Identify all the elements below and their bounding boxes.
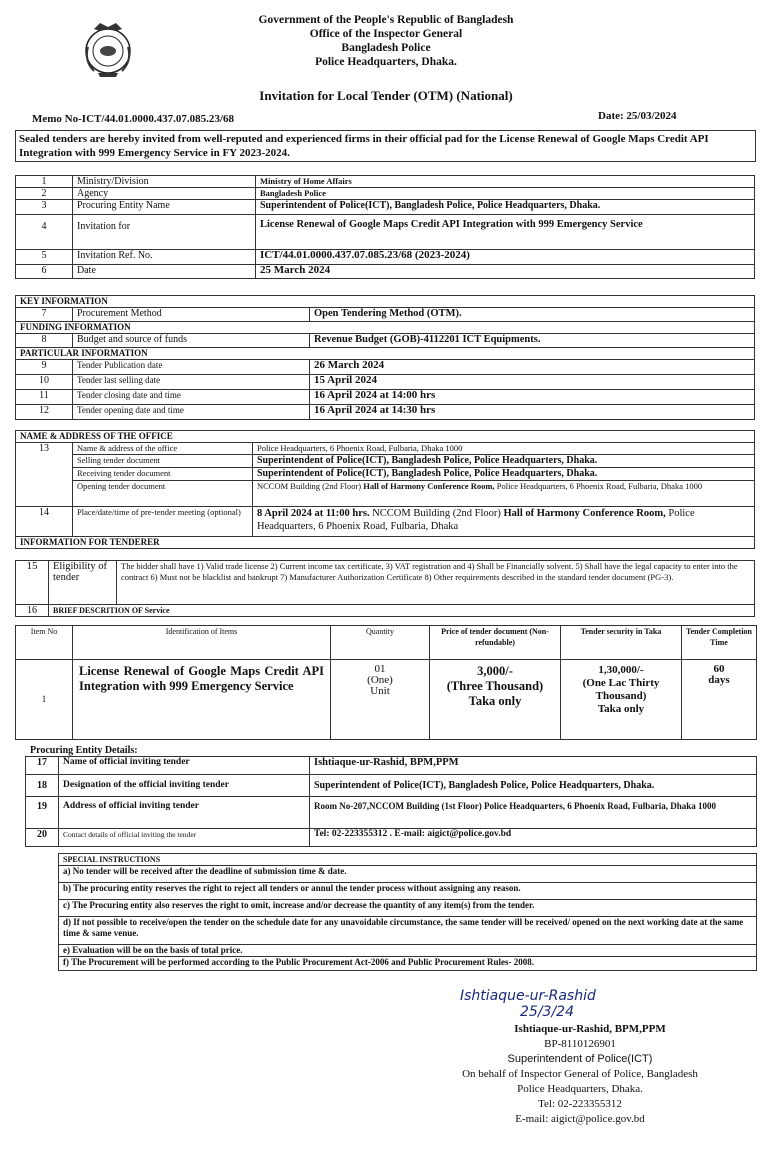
- row-value: 15 April 2024: [310, 375, 755, 390]
- row-number: 20: [26, 829, 59, 847]
- table-row: [16, 200, 755, 215]
- row-number: 17: [26, 757, 59, 775]
- section-tenderer: INFORMATION FOR TENDERER: [16, 537, 755, 549]
- section-particular-information: PARTICULAR INFORMATION: [16, 348, 755, 360]
- row-value: The bidder shall have 1) Valid trade license 2) Current income tax certificate, 3) VAT registration and 4) Shall be Financially solvent. 5) Shall have the legal capacity to enter into the contract 6) Must not be blacklist and bankrupt 7) Manufacturer Authorization Certificate 8) Other requirements described in the standard tender document (PG-3).: [117, 561, 755, 605]
- row-label: Designation of the official inviting tender: [59, 775, 310, 797]
- row-value: Police Headquarters, 6 Phoenix Road, Fulbaria, Dhaka 1000: [253, 443, 755, 455]
- signatory-email: E-mail: aigict@police.gov.bd: [515, 1113, 645, 1125]
- header-quantity: Quantity: [331, 626, 430, 660]
- row-value: Ishtiaque-ur-Rashid, BPM,PPM: [310, 757, 757, 775]
- row-value: Open Tendering Method (OTM).: [310, 308, 755, 322]
- row-value: Bangladesh Police: [256, 188, 755, 200]
- section-key-information: KEY INFORMATION: [16, 296, 755, 308]
- row-value: Tel: 02-223355312 . E-mail: aigict@police.gov.bd: [310, 829, 757, 847]
- instruction-item: a) No tender will be received after the deadline of submission time & date.: [59, 866, 757, 883]
- handwritten-signature: Ishtiaque-ur-Rashid: [460, 988, 596, 1004]
- row-label: Contact details of official inviting the tender: [59, 829, 310, 847]
- hq-title: Police Headquarters, Dhaka.: [315, 56, 457, 68]
- row-number: 12: [16, 405, 73, 420]
- row-value: Room No-207,NCCOM Building (1st Floor) Police Headquarters, 6 Phoenix Road, Fulbaria, Dhaka 1000: [310, 797, 757, 829]
- header-item-no: Item No: [16, 626, 73, 660]
- row-number: 8: [16, 334, 73, 348]
- signatory-behalf: On behalf of Inspector General of Police, Bangladesh: [462, 1068, 698, 1080]
- row-number: 19: [26, 797, 59, 829]
- row-value: Superintendent of Police(ICT), Bangladesh Police, Police Headquarters, Dhaka.: [310, 775, 757, 797]
- row-label: Address of official inviting tender: [59, 797, 310, 829]
- table-row: [16, 188, 755, 200]
- row-number: 1: [16, 176, 73, 188]
- row-value: NCCOM Building (2nd Floor) Hall of Harmony Conference Room, Police Headquarters, 6 Phoenix Road, Fulbaria, Dhaka 1000: [253, 481, 755, 507]
- row-value: License Renewal of Google Maps Credit API Integration with 999 Emergency Service: [256, 215, 755, 250]
- row-number: 10: [16, 375, 73, 390]
- instruction-item: e) Evaluation will be on the basis of total price.: [59, 945, 757, 957]
- section-brief-description: BRIEF DESCRITION OF Service: [49, 605, 755, 617]
- office-table: [15, 430, 755, 549]
- gov-title: Government of the People's Republic of Bangladesh: [258, 14, 514, 26]
- entity-table: [25, 756, 757, 847]
- row-value: 16 April 2024 at 14:00 hrs: [310, 390, 755, 405]
- section-funding-information: FUNDING INFORMATION: [16, 322, 755, 334]
- header-completion-time: Tender Completion Time: [682, 626, 757, 660]
- entity-details-title: Procuring Entity Details:: [30, 745, 138, 756]
- intro-paragraph: Sealed tenders are hereby invited from well-reputed and experienced firms in their official pad for the License Renewal of Google Maps Credit API Integration with 999 Emergency Service in FY 2023-2024.: [15, 130, 756, 162]
- header-identification: Identification of Items: [73, 626, 331, 660]
- row-label: Procuring Entity Name: [73, 200, 256, 215]
- tender-info-table: [15, 175, 755, 279]
- row-label: Agency: [73, 188, 256, 200]
- office-title: Office of the Inspector General: [309, 28, 463, 40]
- agency-title: Bangladesh Police: [341, 42, 431, 54]
- memo-date: Date: 25/03/2024: [598, 110, 677, 122]
- instructions-table: [58, 853, 757, 971]
- row-label: Tender last selling date: [73, 375, 310, 390]
- signatory-name: Ishtiaque-ur-Rashid, BPM,PPM: [514, 1023, 666, 1035]
- row-label: Tender opening date and time: [73, 405, 310, 420]
- document-title: Invitation for Local Tender (OTM) (National): [259, 88, 513, 103]
- row-number: 5: [16, 250, 73, 265]
- table-row: [16, 176, 755, 188]
- row-number: 14: [16, 507, 73, 537]
- header-price: Price of tender document (Non-refundable): [430, 626, 561, 660]
- row-label: Invitation for: [73, 215, 256, 250]
- section-special-instructions: SPECIAL INSTRUCTIONS: [59, 854, 757, 866]
- row-number: 7: [16, 308, 73, 322]
- item-security: 1,30,000/- (One Lac Thirty Thousand) Taka only: [561, 660, 682, 740]
- row-label: Tender Publication date: [73, 360, 310, 375]
- instruction-item: f) The Procurement will be performed according to the Public Procurement Act-2006 and Public Procurement Rules- 2008.: [59, 957, 757, 971]
- row-number: 4: [16, 215, 73, 250]
- row-number: 13: [16, 443, 73, 507]
- row-value: ICT/44.01.0000.437.07.085.23/68 (2023-2024): [256, 250, 755, 265]
- row-number: 2: [16, 188, 73, 200]
- row-value: 26 March 2024: [310, 360, 755, 375]
- row-label: Date: [73, 265, 256, 279]
- row-label: Procurement Method: [73, 308, 310, 322]
- row-label: Budget and source of funds: [73, 334, 310, 348]
- item-quantity: 01 (One) Unit: [331, 660, 430, 740]
- row-label: Eligibility of tender: [49, 561, 117, 605]
- table-row: [16, 250, 755, 265]
- row-value: 16 April 2024 at 14:30 hrs: [310, 405, 755, 420]
- row-label: Ministry/Division: [73, 176, 256, 188]
- row-number: 6: [16, 265, 73, 279]
- signatory-designation: Superintendent of Police(ICT): [507, 1053, 653, 1065]
- row-label: Name & address of the office: [73, 443, 253, 455]
- row-label: Invitation Ref. No.: [73, 250, 256, 265]
- row-label: Place/date/time of pre-tender meeting (optional): [73, 507, 253, 537]
- row-number: 16: [16, 605, 49, 617]
- row-value: Ministry of Home Affairs: [256, 176, 755, 188]
- signatory-hq: Police Headquarters, Dhaka.: [517, 1083, 643, 1095]
- signature-block: [420, 1022, 740, 1127]
- row-value: Superintendent of Police(ICT), Bangladesh Police, Police Headquarters, Dhaka.: [256, 200, 755, 215]
- instruction-item: d) If not possible to receive/open the tender on the schedule date for any unavoidable circumstance, the same tender will be received/ opened on the next working date at the same time & same venue.: [59, 917, 757, 945]
- memo-number: Memo No-ICT/44.01.0000.437.07.085.23/68: [32, 113, 234, 125]
- section-office: NAME & ADDRESS OF THE OFFICE: [16, 431, 755, 443]
- row-value: 8 April 2024 at 11:00 hrs. NCCOM Building (2nd Floor) Hall of Harmony Conference Room, Police Headquarters, 6 Phoenix Road, Fulbaria, Dhaka: [253, 507, 755, 537]
- row-number: 18: [26, 775, 59, 797]
- row-number: 11: [16, 390, 73, 405]
- row-number: 3: [16, 200, 73, 215]
- row-label: Selling tender document: [73, 455, 253, 468]
- signatory-tel: Tel: 02-223355312: [538, 1098, 622, 1110]
- item-price: 3,000/- (Three Thousand) Taka only: [430, 660, 561, 740]
- row-value: 25 March 2024: [256, 265, 755, 279]
- instruction-item: c) The Procuring entity also reserves the right to omit, increase and/or decrease the quantity of any item(s) from the tender.: [59, 900, 757, 917]
- signatory-bp: BP-8110126901: [544, 1038, 616, 1050]
- instruction-item: b) The procuring entity reserves the right to reject all tenders or annul the tender process without assigning any reason.: [59, 883, 757, 900]
- eligibility-table: [15, 560, 755, 617]
- row-value: Revenue Budget (GOB)-4112201 ICT Equipments.: [310, 334, 755, 348]
- header-security: Tender security in Taka: [561, 626, 682, 660]
- row-value: Superintendent of Police(ICT), Bangladesh Police, Police Headquarters, Dhaka.: [253, 468, 755, 481]
- table-row: [16, 215, 755, 250]
- row-label: Opening tender document: [73, 481, 253, 507]
- row-number: 9: [16, 360, 73, 375]
- item-row: [16, 660, 757, 740]
- row-label: Receiving tender document: [73, 468, 253, 481]
- item-name: License Renewal of Google Maps Credit API Integration with 999 Emergency Service: [73, 660, 331, 740]
- key-info-table: [15, 295, 755, 420]
- table-row: [16, 265, 755, 279]
- row-value: Superintendent of Police(ICT), Bangladesh Police, Police Headquarters, Dhaka.: [253, 455, 755, 468]
- row-number: 15: [16, 561, 49, 605]
- item-number: 1: [16, 660, 73, 740]
- row-label: Tender closing date and time: [73, 390, 310, 405]
- item-completion-time: 60 days: [682, 660, 757, 740]
- items-table: [15, 625, 757, 740]
- handwritten-date: 25/3/24: [520, 1004, 574, 1020]
- row-label: Name of official inviting tender: [59, 757, 310, 775]
